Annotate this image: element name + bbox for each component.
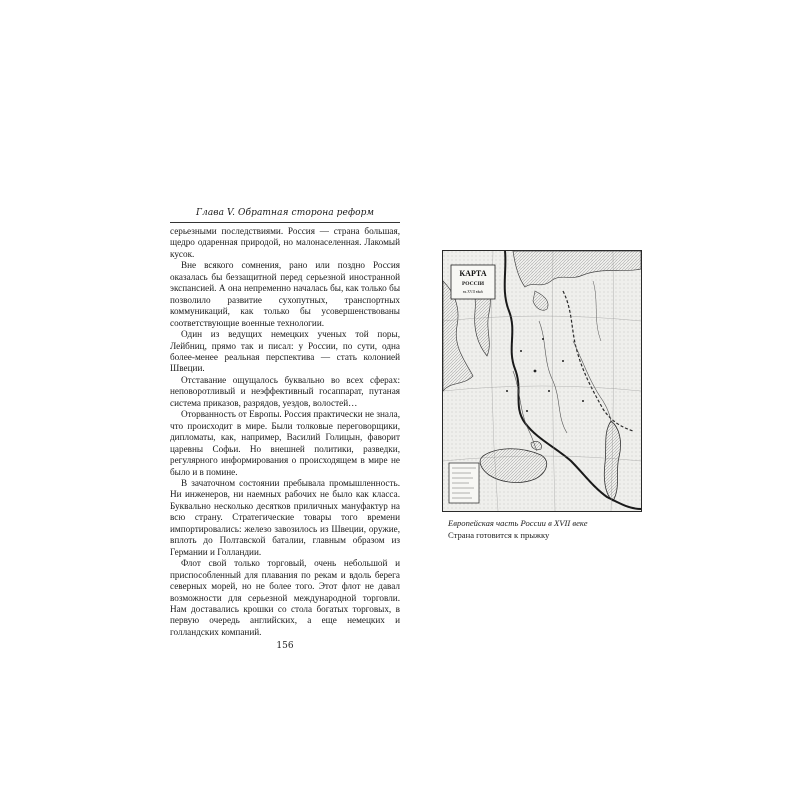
map-title-note: въ XVII вѣкѣ: [462, 290, 484, 294]
page-number: 156: [276, 641, 294, 652]
caption-subtitle: Страна готовится к прыжку: [448, 529, 550, 540]
map-illustration: [442, 250, 642, 512]
paragraph-6: В зачаточном состоянии пребывала промышленность. Ни инженеров, ни наемных рабочих не было как класса. Буквально несколько десятков приличных мануфактур на всю страну. Стратегические товары того времени импортировались: железо завозилось из Швеции, оружие, вплоть до Полтавской баталии, главным образом из Германии и Голландии.: [170, 477, 400, 557]
paragraph-7: Флот свой только торговый, очень небольшой и приспособленный для плавания по рекам и вдоль берега северных морей, но не более того. Этот флот не давал возможности для серьезной международной торговли. Нам доставались крошки со стола богатых торговых, в первую очередь английских, а еще немецких и голландских компаний.: [170, 558, 400, 637]
body-text: [170, 226, 400, 638]
caption-title: Европейская часть России в XVII веке: [448, 518, 588, 528]
paragraph-2: Вне всякого сомнения, рано или поздно Россия оказалась бы беззащитной перед серьезной иностранной экспансией. А она непременно началась бы, как только бы позволило развитие сухопутных, транспортных коммуникаций, как только бы усовершенствованы соответствующие военные технологии.: [170, 260, 400, 328]
left-page: [170, 208, 400, 651]
paragraph-5: Оторванность от Европы. Россия практически не знала, что происходит в мире. Были толковые переговорщики, дипломаты, как, например, Василий Голицын, фаворит царевны Софьи. Но внешней политики, разведки, регулярного информирования о происходящем в мире не было и в помине.: [170, 409, 400, 477]
map-drawing: [443, 251, 641, 511]
map-subtitle: РОССІИ: [461, 281, 485, 287]
paragraph-1: серьезными последствиями. Россия — страна большая, щедро одаренная природой, но малонаселенная. Лакомый кусок.: [170, 226, 400, 259]
running-head: Глава V. Обратная сторона реформ: [170, 208, 400, 223]
paragraph-3: Один из ведущих немецких ученых той поры, Лейбниц, прямо так и писал: у России, по сути, одна более-менее реальная перспектива — стать колонией Швеции.: [170, 329, 400, 374]
paragraph-4: Отставание ощущалось буквально во всех сферах: неповоротливый и неэффективный госаппарат, путаная система приказов, разрядов, уездов, волостей…: [170, 374, 400, 408]
map-caption: [448, 518, 648, 541]
map-title: КАРТА: [459, 269, 487, 278]
